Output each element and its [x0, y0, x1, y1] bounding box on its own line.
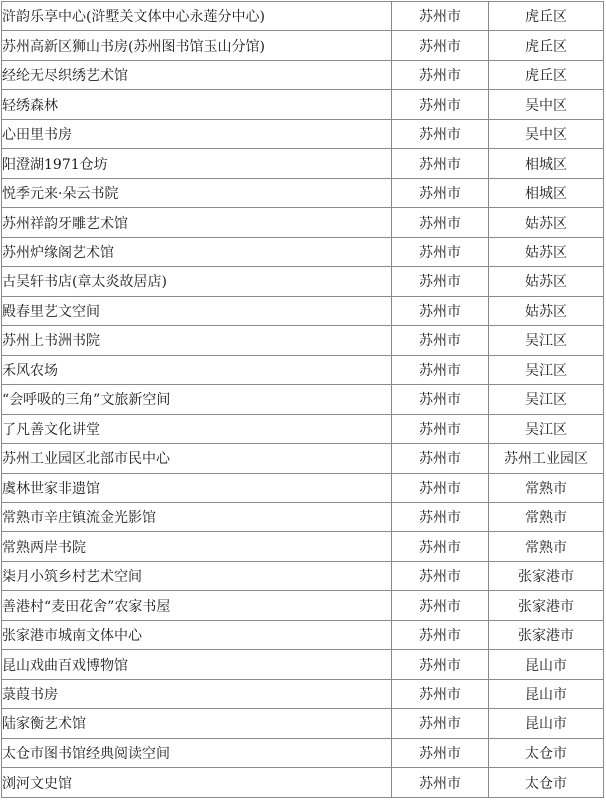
district-cell: 昆山市 [489, 679, 604, 708]
city-cell: 苏州市 [392, 620, 489, 649]
table-row [2, 532, 604, 561]
venue-name-cell: 虞林世家非遗馆 [2, 473, 392, 502]
city-cell: 苏州市 [392, 768, 489, 798]
venue-name-cell: 柒月小筑乡村艺术空间 [2, 561, 392, 590]
venue-name-cell: 陆家衡艺术馆 [2, 709, 392, 738]
table-row [2, 620, 604, 649]
city-cell: 苏州市 [392, 355, 489, 384]
venue-name-cell: 阳澄湖1971仓坊 [2, 149, 392, 178]
venue-table [1, 1, 604, 798]
city-cell: 苏州市 [392, 296, 489, 325]
district-cell: 吴江区 [489, 355, 604, 384]
venue-name-cell: 浏河文史馆 [2, 768, 392, 798]
district-cell: 太仓市 [489, 738, 604, 767]
venue-table-body [2, 2, 604, 798]
city-cell: 苏州市 [392, 326, 489, 355]
table-row [2, 561, 604, 590]
city-cell: 苏州市 [392, 532, 489, 561]
city-cell: 苏州市 [392, 90, 489, 119]
venue-name-cell: 常熟市辛庄镇流金光影馆 [2, 502, 392, 531]
district-cell: 吴中区 [489, 119, 604, 148]
district-cell: 姑苏区 [489, 237, 604, 266]
city-cell: 苏州市 [392, 237, 489, 266]
venue-name-cell: 菉葭书房 [2, 679, 392, 708]
district-cell: 姑苏区 [489, 208, 604, 237]
table-row [2, 326, 604, 355]
city-cell: 苏州市 [392, 267, 489, 296]
table-row [2, 60, 604, 89]
table-row [2, 237, 604, 266]
table-row [2, 355, 604, 384]
district-cell: 相城区 [489, 178, 604, 207]
table-row [2, 296, 604, 325]
district-cell: 吴江区 [489, 385, 604, 414]
table-row [2, 385, 604, 414]
city-cell: 苏州市 [392, 60, 489, 89]
city-cell: 苏州市 [392, 31, 489, 60]
venue-name-cell: 常熟两岸书院 [2, 532, 392, 561]
city-cell: 苏州市 [392, 502, 489, 531]
venue-name-cell: 苏州祥韵牙雕艺术馆 [2, 208, 392, 237]
district-cell: 昆山市 [489, 709, 604, 738]
city-cell: 苏州市 [392, 119, 489, 148]
table-row [2, 650, 604, 679]
venue-name-cell: 古吴轩书店(章太炎故居店) [2, 267, 392, 296]
district-cell: 虎丘区 [489, 31, 604, 60]
city-cell: 苏州市 [392, 679, 489, 708]
venue-name-cell: 善港村“麦田花舍”农家书屋 [2, 591, 392, 620]
venue-name-cell: 殿春里艺文空间 [2, 296, 392, 325]
district-cell: 张家港市 [489, 591, 604, 620]
district-cell: 常熟市 [489, 532, 604, 561]
venue-name-cell: 苏州上书洲书院 [2, 326, 392, 355]
venue-name-cell: 了凡善文化讲堂 [2, 414, 392, 443]
city-cell: 苏州市 [392, 709, 489, 738]
city-cell: 苏州市 [392, 444, 489, 473]
district-cell: 常熟市 [489, 473, 604, 502]
district-cell: 苏州工业园区 [489, 444, 604, 473]
venue-name-cell: 苏州炉缘阁艺术馆 [2, 237, 392, 266]
district-cell: 张家港市 [489, 561, 604, 590]
district-cell: 吴中区 [489, 90, 604, 119]
city-cell: 苏州市 [392, 2, 489, 31]
venue-name-cell: “会呼吸的三角”文旅新空间 [2, 385, 392, 414]
venue-name-cell: 经纶无尽织绣艺术馆 [2, 60, 392, 89]
district-cell: 相城区 [489, 149, 604, 178]
table-row [2, 267, 604, 296]
table-row [2, 119, 604, 148]
table-row [2, 90, 604, 119]
table-row [2, 473, 604, 502]
venue-name-cell: 心田里书房 [2, 119, 392, 148]
district-cell: 虎丘区 [489, 60, 604, 89]
city-cell: 苏州市 [392, 561, 489, 590]
district-cell: 姑苏区 [489, 267, 604, 296]
table-row [2, 444, 604, 473]
table-row [2, 738, 604, 767]
table-row [2, 178, 604, 207]
venue-name-cell: 悦季元来·朵云书院 [2, 178, 392, 207]
venue-name-cell: 张家港市城南文体中心 [2, 620, 392, 649]
city-cell: 苏州市 [392, 178, 489, 207]
city-cell: 苏州市 [392, 385, 489, 414]
city-cell: 苏州市 [392, 414, 489, 443]
table-row [2, 709, 604, 738]
district-cell: 姑苏区 [489, 296, 604, 325]
district-cell: 吴江区 [489, 326, 604, 355]
table-row [2, 502, 604, 531]
city-cell: 苏州市 [392, 208, 489, 237]
table-row [2, 208, 604, 237]
city-cell: 苏州市 [392, 650, 489, 679]
venue-name-cell: 太仓市图书馆经典阅读空间 [2, 738, 392, 767]
district-cell: 常熟市 [489, 502, 604, 531]
district-cell: 张家港市 [489, 620, 604, 649]
district-cell: 太仓市 [489, 768, 604, 798]
table-row [2, 31, 604, 60]
city-cell: 苏州市 [392, 149, 489, 178]
city-cell: 苏州市 [392, 738, 489, 767]
table-row [2, 149, 604, 178]
venue-name-cell: 苏州高新区狮山书房(苏州图书馆玉山分馆) [2, 31, 392, 60]
table-row [2, 768, 604, 798]
venue-name-cell: 昆山戏曲百戏博物馆 [2, 650, 392, 679]
city-cell: 苏州市 [392, 473, 489, 502]
city-cell: 苏州市 [392, 591, 489, 620]
table-row [2, 414, 604, 443]
venue-name-cell: 浒韵乐享中心(浒墅关文体中心永莲分中心) [2, 2, 392, 31]
table-row [2, 591, 604, 620]
district-cell: 虎丘区 [489, 2, 604, 31]
venue-name-cell: 轻绣森林 [2, 90, 392, 119]
district-cell: 吴江区 [489, 414, 604, 443]
table-row [2, 2, 604, 31]
district-cell: 昆山市 [489, 650, 604, 679]
venue-name-cell: 苏州工业园区北部市民中心 [2, 444, 392, 473]
venue-name-cell: 禾风农场 [2, 355, 392, 384]
table-row [2, 679, 604, 708]
